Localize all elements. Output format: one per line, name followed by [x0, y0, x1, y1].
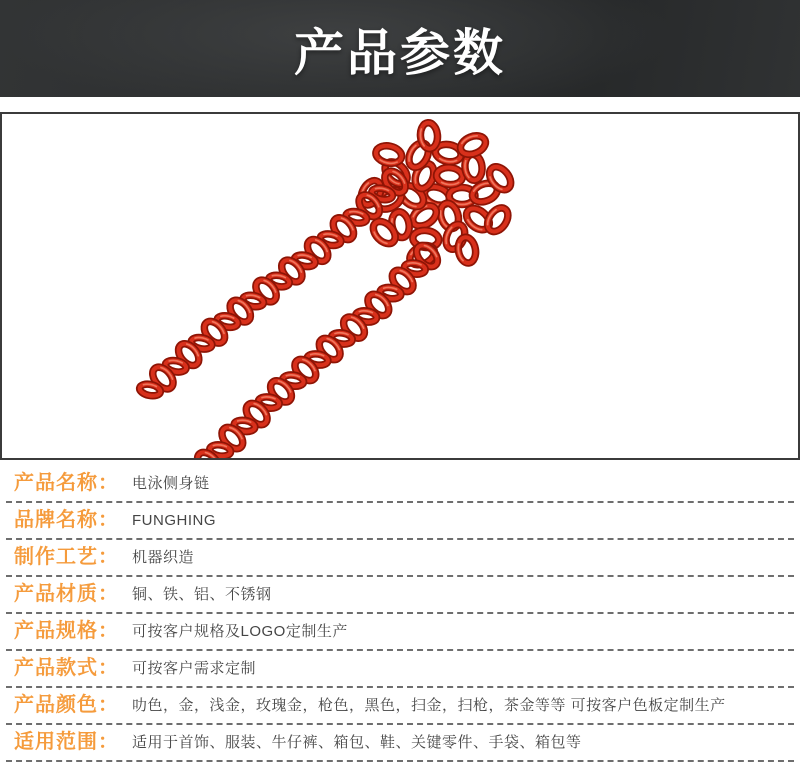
spec-row — [6, 577, 794, 614]
spec-value: 可按客户需求定制 — [132, 660, 257, 677]
spec-value: 机器织造 — [132, 549, 195, 566]
spec-label: 适用范围： — [14, 731, 119, 753]
header-banner — [0, 0, 800, 97]
spec-label: 产品颜色： — [14, 694, 119, 716]
spec-label: 产品名称： — [14, 472, 119, 494]
spec-value: 可按客户规格及LOGO定制生产 — [132, 623, 348, 640]
red-chain-illustration — [2, 114, 798, 458]
spec-value: 铜、铁、铝、不锈钢 — [132, 586, 272, 603]
spec-row — [6, 466, 794, 503]
spec-row — [6, 614, 794, 651]
page-title: 产品参数 — [294, 24, 506, 81]
spec-value: FUNGHING — [132, 512, 216, 529]
spec-label: 品牌名称： — [14, 509, 119, 531]
spec-label: 制作工艺： — [14, 546, 119, 568]
product-photo — [0, 112, 800, 460]
spec-value: 适用于首饰、服装、牛仔裤、箱包、鞋、关键零件、手袋、箱包等 — [132, 734, 582, 751]
spec-value: 电泳侧身链 — [132, 475, 210, 492]
spec-row — [6, 725, 794, 762]
spec-row — [6, 503, 794, 540]
spec-label: 产品规格： — [14, 620, 119, 642]
spec-label: 产品款式： — [14, 657, 119, 679]
spec-value: 叻色，金，浅金，玫瑰金，枪色，黑色，扫金，扫枪，茶金等等 可按客户色板定制生产 — [132, 697, 726, 714]
spec-row — [6, 540, 794, 577]
spec-row — [6, 688, 794, 725]
spec-row — [6, 651, 794, 688]
specs-table — [0, 466, 800, 762]
spec-label: 产品材质： — [14, 583, 119, 605]
